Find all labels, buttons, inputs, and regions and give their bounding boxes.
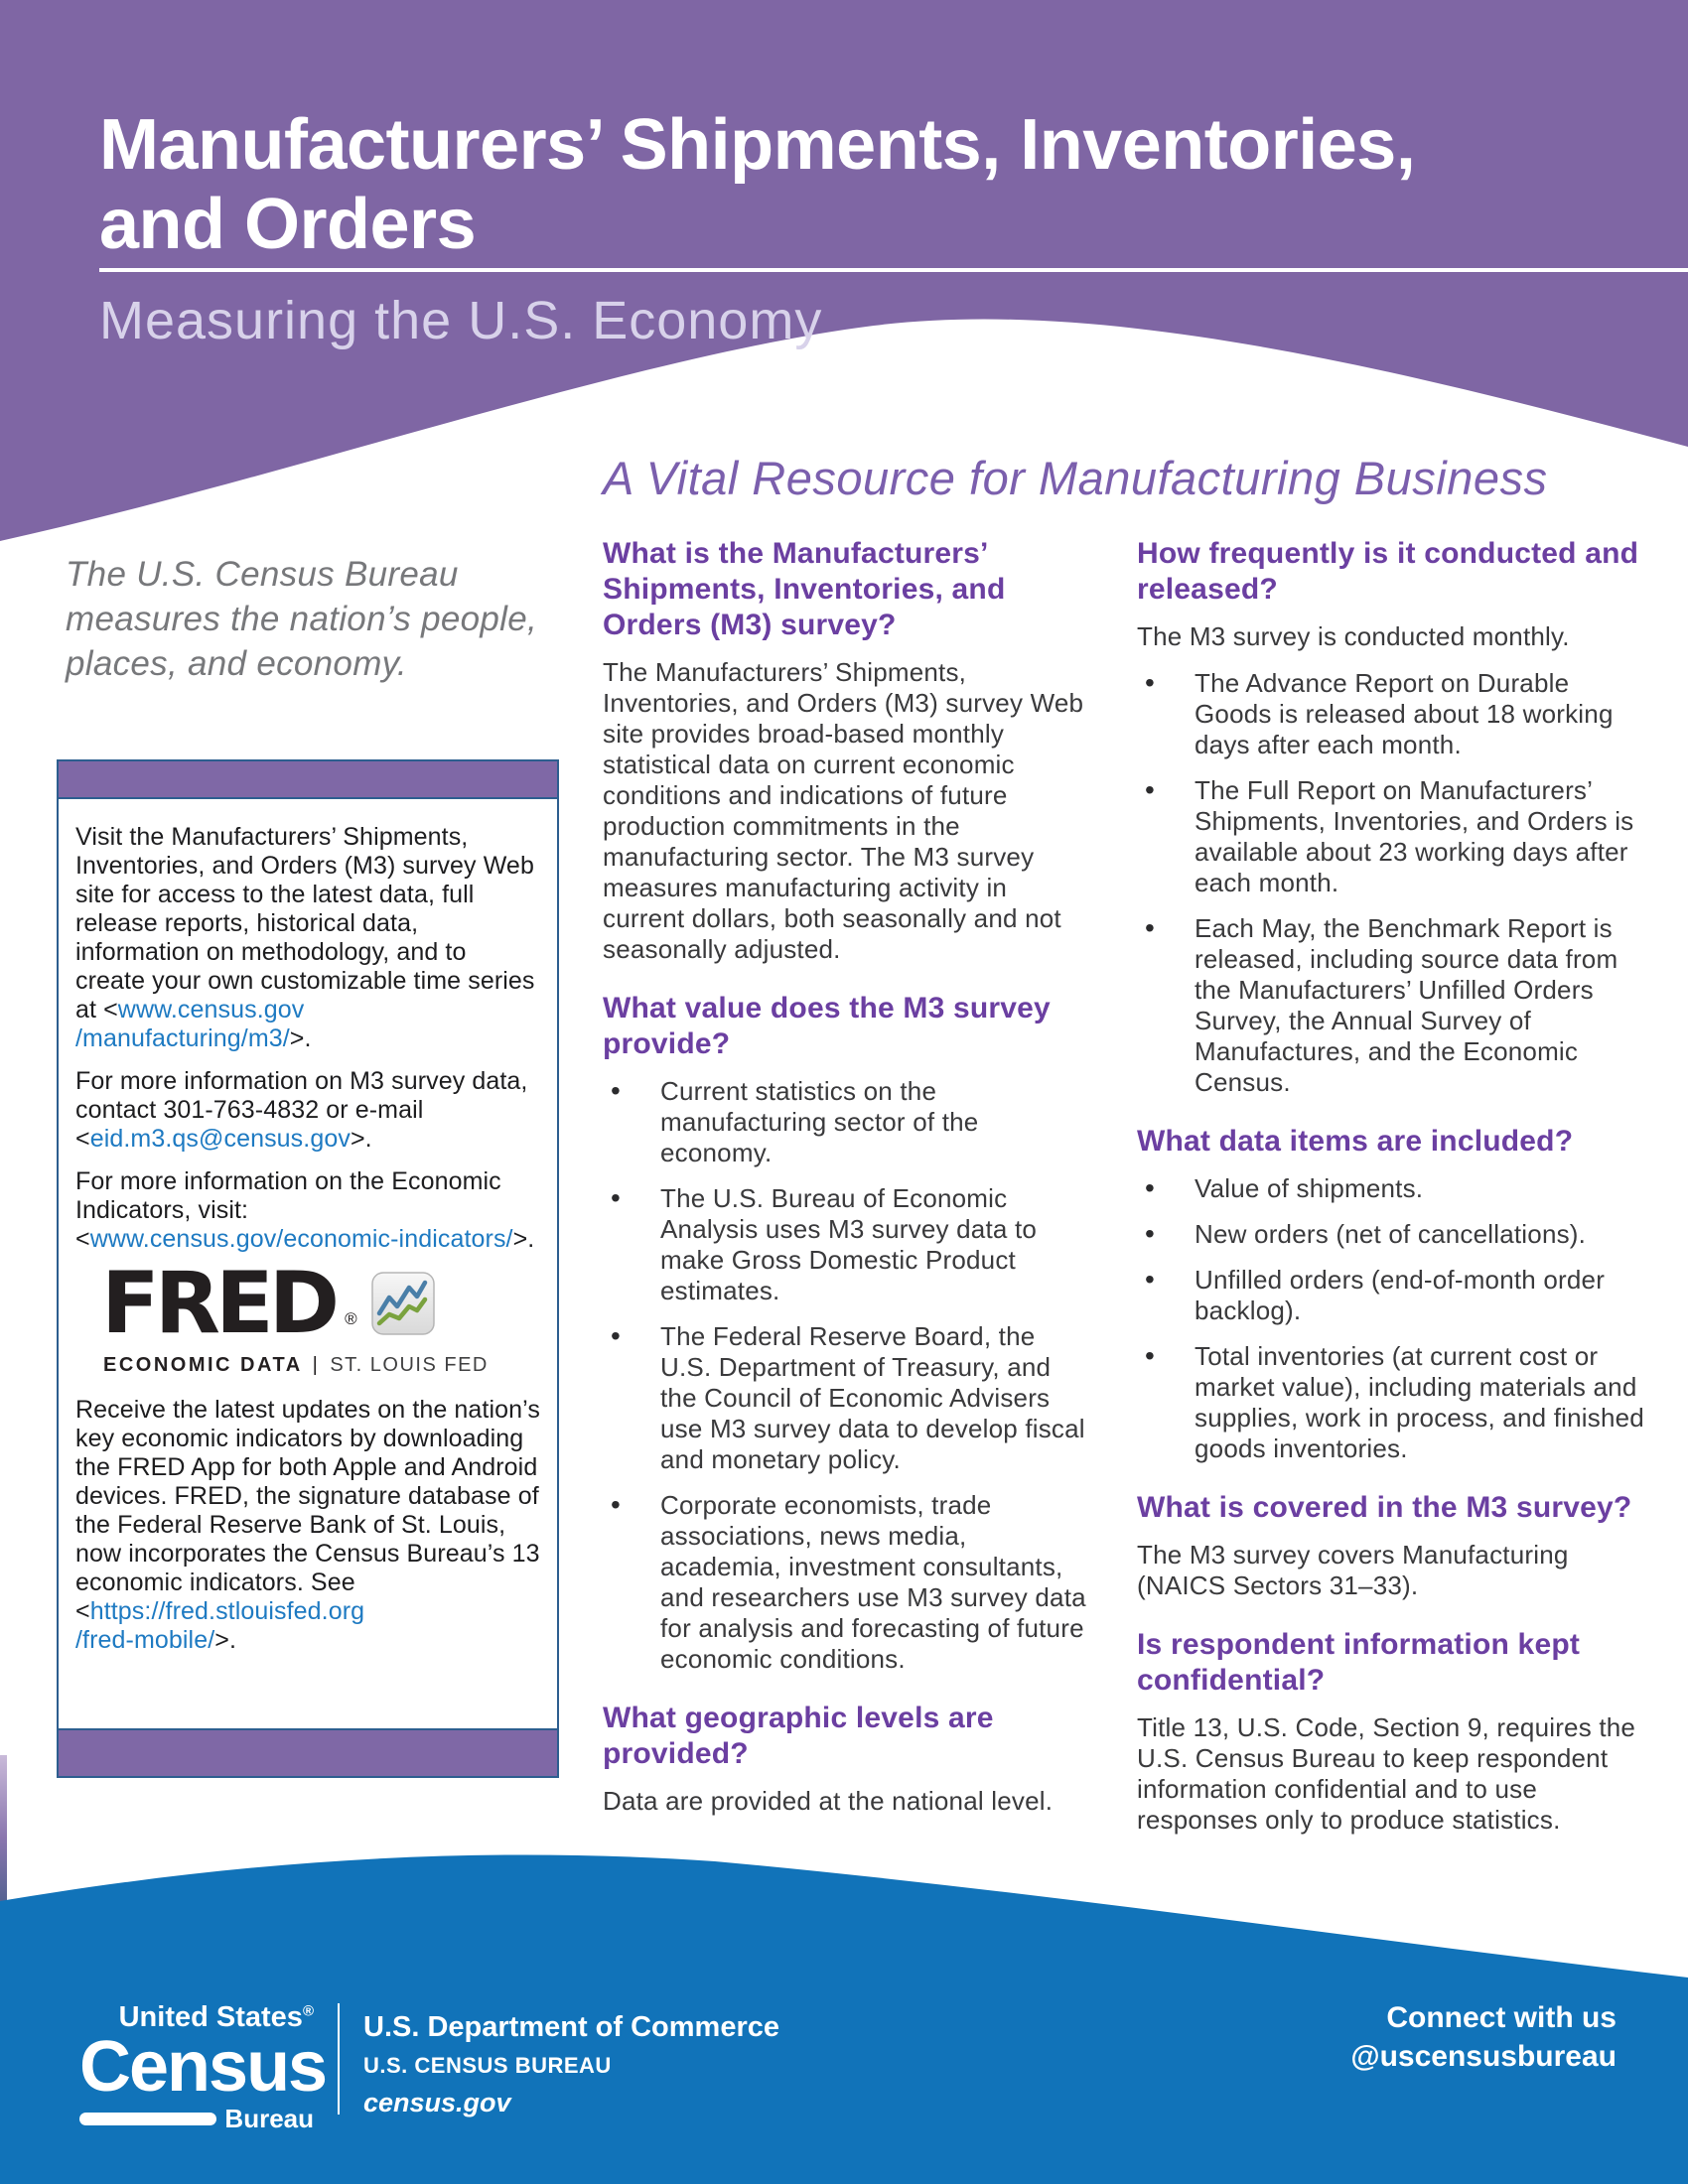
page-title-line1: Manufacturers’ Shipments, Inventories, <box>99 105 1416 185</box>
registered-trademark-icon: ® <box>302 2002 314 2020</box>
m3-email-link[interactable]: eid.m3.qs@census.gov <box>89 1125 351 1153</box>
list-item: • Current statistics on the manufacturing sector of the economy. <box>603 1076 1093 1168</box>
list-item: • New orders (net of cancellations). <box>1137 1219 1651 1250</box>
section-heading: A Vital Resource for Manufacturing Business <box>603 452 1548 504</box>
infobox-p4-text: Receive the latest updates on the nation’s key economic indicators by downloading the FRED App for both Apple and Android devices. FRED, the signature database of the Federal Reserve Bank of St. Louis, now incorporates the Census Bureau’s 13 economic indicators. See < <box>75 1396 540 1625</box>
fred-tagline <box>75 1351 540 1380</box>
question-heading-coverage: What is covered in the M3 survey? <box>1137 1491 1632 1524</box>
fred-logo-block <box>75 1254 540 1380</box>
footer-census-gov-link[interactable]: census.gov <box>363 2088 511 2117</box>
answer-confidential: Title 13, U.S. Code, Section 9, requires the U.S. Census Bureau to keep respondent information confidential and to use responses only to produce statistics. <box>1137 1712 1636 1835</box>
fred-logo-row <box>75 1254 540 1353</box>
line-chart-icon <box>371 1272 435 1335</box>
list-item: • The Federal Reserve Board, the U.S. Department of Treasury, and the Council of Economic Advisers use M3 survey data to develop fiscal and monetary policy. <box>603 1321 1093 1475</box>
uscensusbureau-handle[interactable]: @uscensusbureau <box>1350 2040 1617 2073</box>
footer-department-block <box>363 2011 779 2118</box>
economic-indicators-link[interactable]: www.census.gov/economic-indicators/ <box>89 1225 513 1253</box>
census-m3-link-line2: /manufacturing/m3/ <box>75 1024 290 1052</box>
footer-connect-block <box>1350 2001 1617 2074</box>
list-item: • Each May, the Benchmark Report is released, including source data from the Manufacturers’ Unfilled Orders Survey, the Annual Survey of Manufactures, and the Economic Census. <box>1137 913 1651 1098</box>
list-item: • The Full Report on Manufacturers’ Shipments, Inventories, and Orders is available about 23 working days after each month. <box>1137 775 1651 898</box>
value-bullet-list <box>603 1076 1093 1675</box>
infobox-p3-text: For more information on the Economic Indicators, visit: < <box>75 1167 501 1253</box>
fred-tagline-economic-data: ECONOMIC DATA <box>103 1354 303 1376</box>
answer-frequency: The M3 survey is conducted monthly. <box>1137 621 1570 651</box>
page-title-line2: and Orders <box>99 185 477 264</box>
registered-trademark-icon: ® <box>345 1309 357 1328</box>
page-subtitle: Measuring the U.S. Economy <box>99 291 823 350</box>
infobox-p2-text: For more information on M3 survey data, contact 301-763-4832 or e-mail < <box>75 1067 528 1153</box>
answer-what-is-m3: The Manufacturers’ Shipments, Inventories, and Orders (M3) survey Web site provides broad-based monthly statistical data on current economic conditions and indications of future production commitments in the manufacturing sector. The M3 survey measures manufacturing activity in current dollars, both seasonally and not seasonally adjusted. <box>603 657 1084 964</box>
footer-divider <box>338 2003 340 2115</box>
infobox-paragraph-visit <box>75 823 540 1053</box>
list-item: • The U.S. Bureau of Economic Analysis uses M3 survey data to make Gross Domestic Product estimates. <box>603 1183 1093 1306</box>
list-item: • The Advance Report on Durable Goods is released about 18 working days after each month. <box>1137 668 1651 760</box>
footer-dept-commerce: U.S. Department of Commerce <box>363 2011 779 2043</box>
info-box-body <box>59 799 557 1655</box>
title-underline <box>99 268 1688 272</box>
answer-geographic: Data are provided at the national level. <box>603 1786 1054 1816</box>
infobox-p4-close: >. <box>214 1626 236 1654</box>
fred-mobile-link-line2: /fred-mobile/ <box>75 1626 215 1654</box>
page-title <box>99 105 1688 264</box>
data-items-bullet-list <box>1137 1173 1651 1464</box>
masthead <box>99 105 1688 351</box>
question-heading-value: What value does the M3 survey provide? <box>603 992 1051 1060</box>
info-box <box>57 759 559 1778</box>
census-logo-united-states-text: United States <box>118 2001 303 2033</box>
fred-tagline-st-louis-fed: ST. LOUIS FED <box>330 1354 489 1376</box>
census-logo-bureau: Bureau <box>224 2104 314 2133</box>
info-box-bottom-band <box>59 1728 557 1776</box>
census-logo-bar <box>79 2113 216 2125</box>
census-bureau-logo <box>79 2001 327 2134</box>
fred-tagline-separator: | <box>312 1354 321 1376</box>
question-heading-geographic: What geographic levels are provided? <box>603 1702 994 1770</box>
census-m3-link-line1: www.census.gov <box>117 996 305 1024</box>
infobox-p1-close: >. <box>289 1024 312 1052</box>
question-heading-confidential: Is respondent information kept confidential? <box>1137 1628 1581 1697</box>
middle-column <box>603 536 1093 1833</box>
list-item: • Corporate economists, trade associations, news media, academia, investment consultants, and researchers use M3 survey data for analysis and forecasting of future economic conditions. <box>603 1490 1093 1675</box>
info-box-top-band <box>59 761 557 799</box>
infobox-paragraph-fred-app <box>75 1396 540 1655</box>
question-heading-frequency: How frequently is it conducted and released? <box>1137 537 1639 606</box>
footer-dept-census-bureau: U.S. CENSUS BUREAU <box>363 2053 612 2078</box>
infobox-paragraph-indicators <box>75 1167 540 1254</box>
question-heading-what-is-m3: What is the Manufacturers’ Shipments, Inventories, and Orders (M3) survey? <box>603 537 1006 641</box>
question-heading-data-items: What data items are included? <box>1137 1125 1574 1158</box>
list-item: • Unfilled orders (end-of-month order backlog). <box>1137 1265 1651 1326</box>
infobox-paragraph-contact <box>75 1067 540 1154</box>
connect-with-us-label: Connect with us <box>1386 2001 1617 2034</box>
census-logo-bar-row <box>79 2104 314 2134</box>
census-logo-wordmark: Census <box>79 2027 327 2107</box>
right-column <box>1137 536 1651 1851</box>
list-item: • Value of shipments. <box>1137 1173 1651 1204</box>
frequency-bullet-list <box>1137 668 1651 1098</box>
infobox-p3-close: >. <box>512 1225 535 1253</box>
list-item: • Total inventories (at current cost or market value), including materials and supplies, work in process, and finished goods inventories. <box>1137 1341 1651 1464</box>
infobox-p1-text: Visit the Manufacturers’ Shipments, Inventories, and Orders (M3) survey Web site for access to the latest data, full release reports, historical data, information on methodology, and to create your own customizable time series at < <box>75 823 535 1024</box>
fred-mobile-link-line1: https://fred.stlouisfed.org <box>89 1597 365 1625</box>
intro-statement: The U.S. Census Bureau measures the nation’s people, places, and economy. <box>66 555 538 683</box>
answer-coverage: The M3 survey covers Manufacturing (NAICS Sectors 31–33). <box>1137 1540 1569 1600</box>
infobox-p2-close: >. <box>350 1125 372 1153</box>
fred-logo-text: FRED <box>101 1254 336 1353</box>
